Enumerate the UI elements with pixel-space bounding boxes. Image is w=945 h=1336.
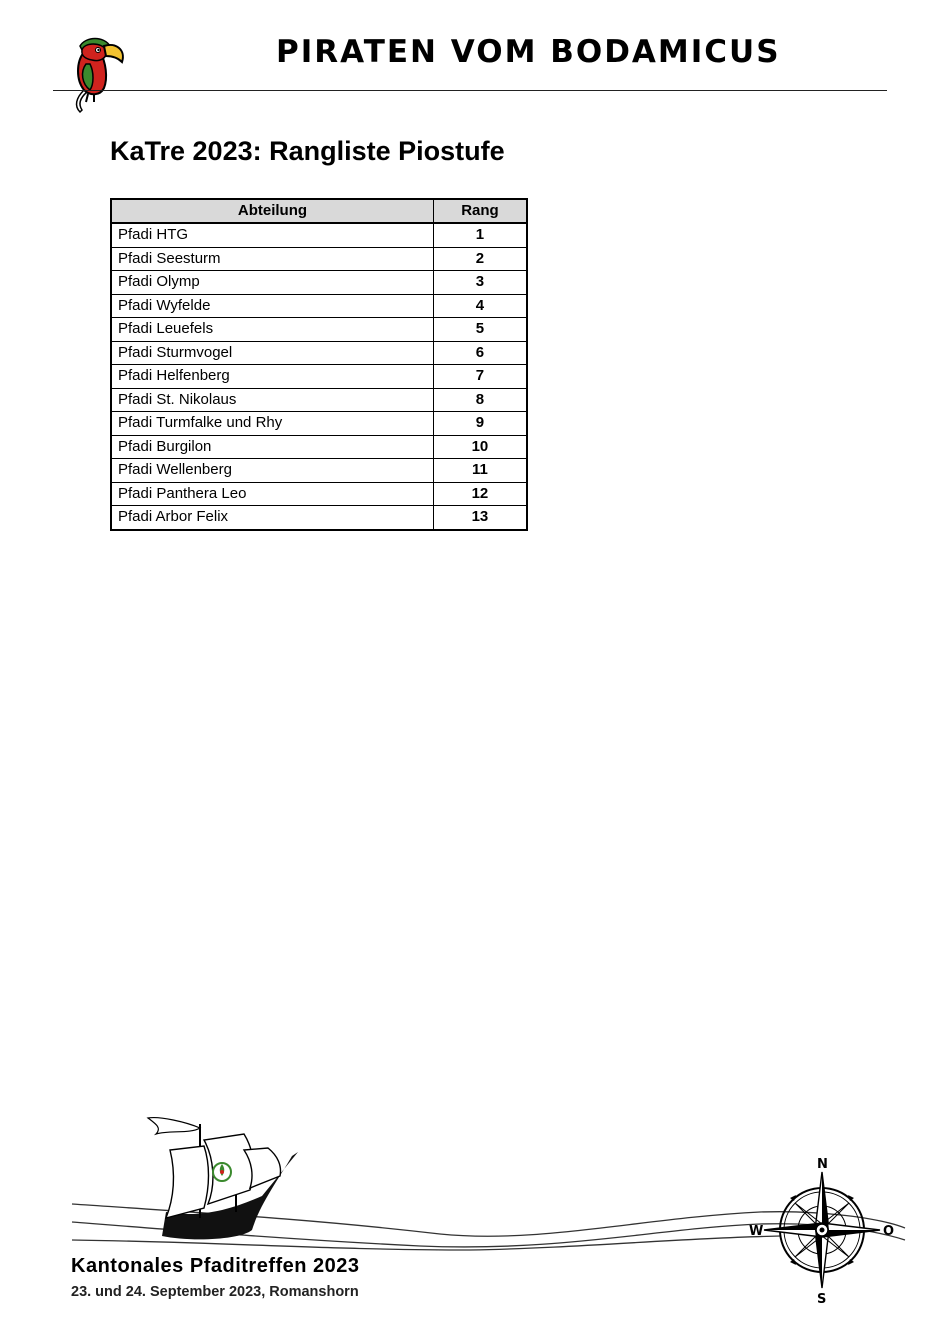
abteilung-cell: Pfadi Wyfelde [111, 294, 433, 318]
rang-cell: 10 [433, 435, 527, 459]
abteilung-cell: Pfadi St. Nikolaus [111, 388, 433, 412]
table-row [111, 388, 527, 412]
abteilung-cell: Pfadi HTG [111, 223, 433, 247]
rang-cell: 2 [433, 247, 527, 271]
rang-cell: 8 [433, 388, 527, 412]
table-row [111, 459, 527, 483]
table-row [111, 506, 527, 530]
rang-cell: 7 [433, 365, 527, 389]
abteilung-cell: Pfadi Helfenberg [111, 365, 433, 389]
footer-event-details: 23. und 24. September 2023, Romanshorn [71, 1284, 359, 1300]
table-row [111, 223, 527, 247]
table-row [111, 482, 527, 506]
table-header-row [111, 199, 527, 223]
table-row [111, 365, 527, 389]
abteilung-cell: Pfadi Leuefels [111, 318, 433, 342]
abteilung-cell: Pfadi Wellenberg [111, 459, 433, 483]
compass-east-label: O [883, 1224, 895, 1239]
table-row [111, 435, 527, 459]
rang-cell: 9 [433, 412, 527, 436]
table-row [111, 294, 527, 318]
abteilung-cell: Pfadi Panthera Leo [111, 482, 433, 506]
rang-cell: 6 [433, 341, 527, 365]
abteilung-cell: Pfadi Turmfalke und Rhy [111, 412, 433, 436]
rang-cell: 3 [433, 271, 527, 295]
abteilung-cell: Pfadi Burgilon [111, 435, 433, 459]
ranking-table-body [111, 223, 527, 530]
abteilung-cell: Pfadi Sturmvogel [111, 341, 433, 365]
abteilung-cell: Pfadi Seesturm [111, 247, 433, 271]
compass-south-label: S [817, 1292, 827, 1307]
rang-cell: 11 [433, 459, 527, 483]
compass-north-label: N [817, 1157, 828, 1172]
footer-event-title: Kantonales Pfaditreffen 2023 [71, 1255, 360, 1277]
rang-cell: 12 [433, 482, 527, 506]
table-row [111, 247, 527, 271]
table-row [111, 318, 527, 342]
rang-cell: 4 [433, 294, 527, 318]
column-header-rang: Rang [433, 199, 527, 223]
page-title: KaTre 2023: Rangliste Piostufe [110, 136, 505, 166]
rang-cell: 5 [433, 318, 527, 342]
table-row [111, 412, 527, 436]
column-header-abteilung: Abteilung [111, 199, 433, 223]
rang-cell: 1 [433, 223, 527, 247]
header-divider [53, 90, 887, 91]
table-row [111, 341, 527, 365]
rang-cell: 13 [433, 506, 527, 530]
compass-icon [764, 1172, 880, 1288]
ranking-table [110, 198, 528, 531]
abteilung-cell: Pfadi Arbor Felix [111, 506, 433, 530]
ship-icon [148, 1118, 298, 1240]
table-row [111, 271, 527, 295]
parrot-logo-icon [70, 32, 130, 116]
abteilung-cell: Pfadi Olymp [111, 271, 433, 295]
logo-wordmark: PIRATEN VOM BODAMICUS [276, 34, 781, 70]
compass-west-label: W [749, 1224, 764, 1239]
